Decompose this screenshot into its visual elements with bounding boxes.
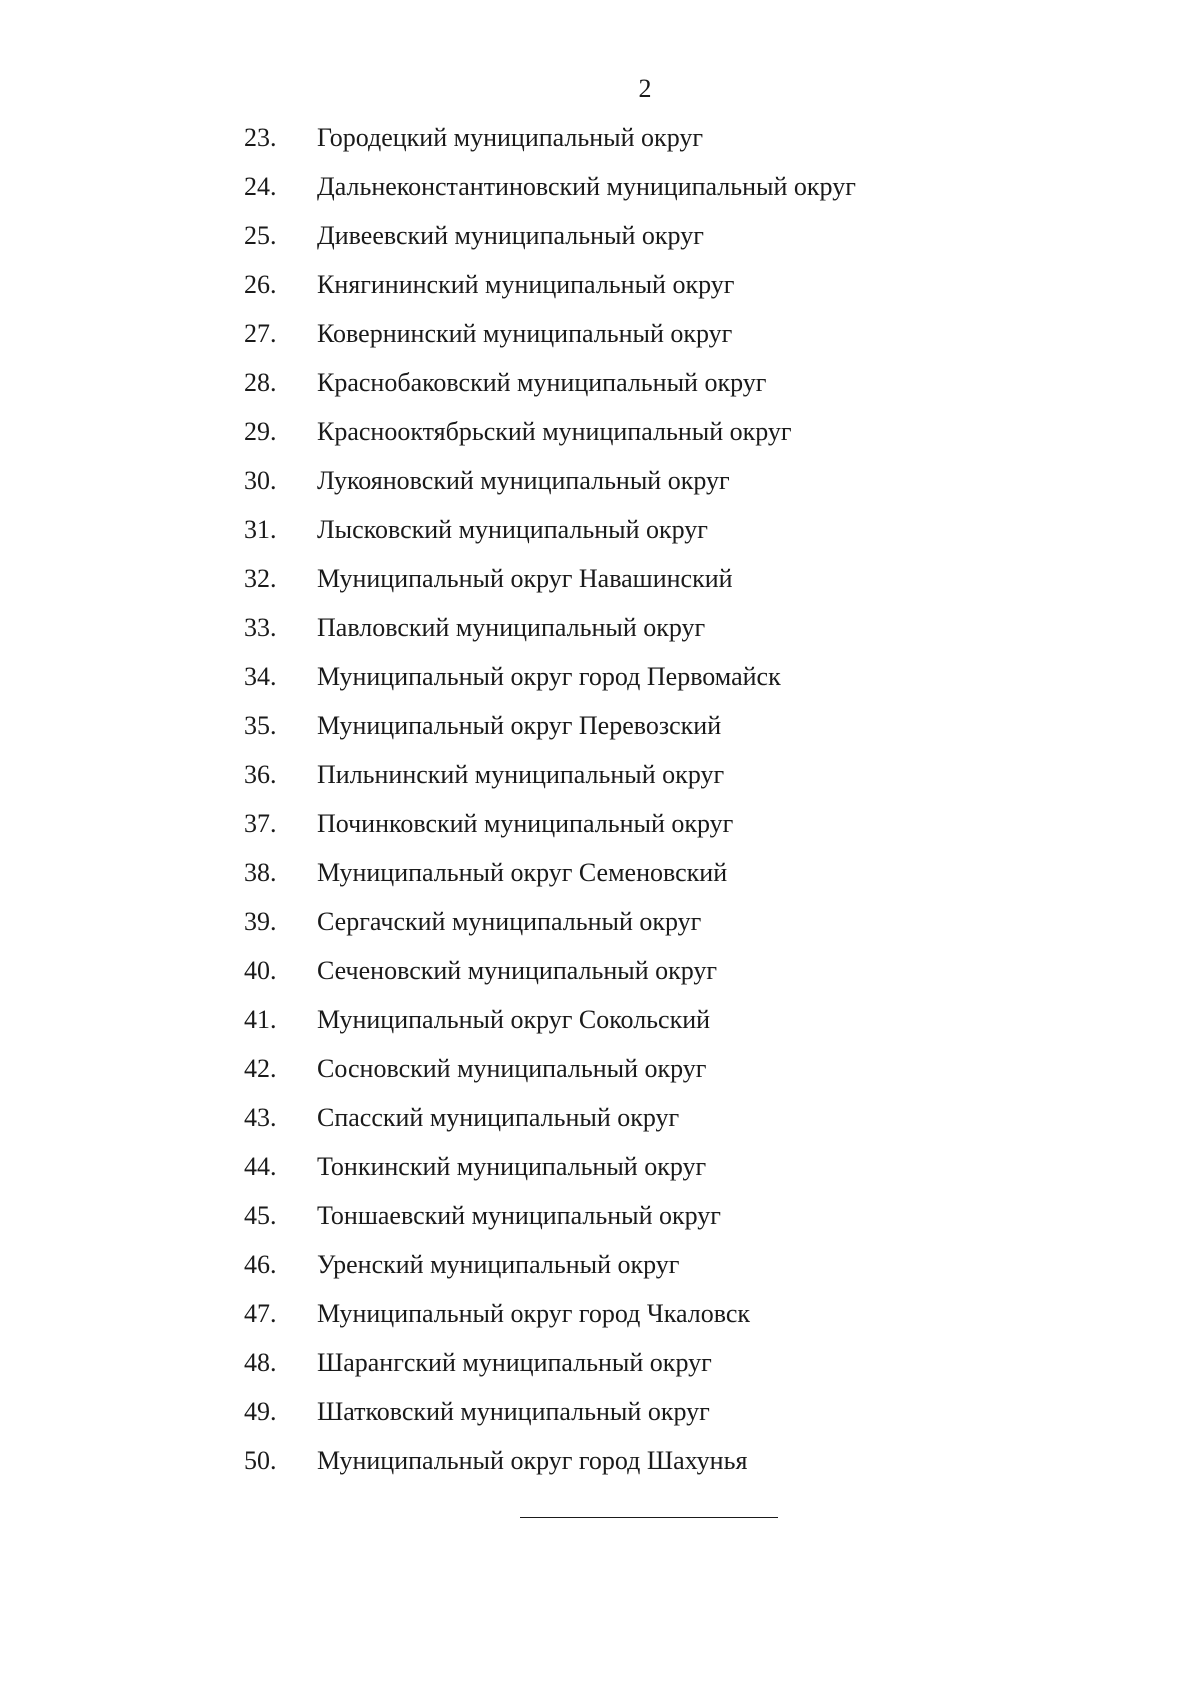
item-text: Муниципальный округ Перевозский	[317, 711, 722, 740]
item-number: 36.	[244, 760, 277, 789]
item-number: 50.	[244, 1446, 277, 1475]
item-number: 46.	[244, 1250, 277, 1279]
item-text: Муниципальный округ город Первомайск	[317, 662, 781, 691]
list-item	[244, 1338, 856, 1387]
list-item	[244, 652, 856, 701]
item-text: Шарангский муниципальный округ	[317, 1348, 712, 1377]
list-item	[244, 603, 856, 652]
item-number: 34.	[244, 662, 277, 691]
list-item	[244, 1240, 856, 1289]
item-text: Муниципальный округ Сокольский	[317, 1005, 711, 1034]
item-text: Сосновский муниципальный округ	[317, 1054, 707, 1083]
list-item	[244, 1289, 856, 1338]
item-text: Лысковский муниципальный округ	[317, 515, 708, 544]
end-divider-line	[520, 1517, 778, 1518]
item-number: 39.	[244, 907, 277, 936]
list-item	[244, 1387, 856, 1436]
item-number: 35.	[244, 711, 277, 740]
list-item	[244, 701, 856, 750]
item-number: 49.	[244, 1397, 277, 1426]
item-number: 44.	[244, 1152, 277, 1181]
item-number: 26.	[244, 270, 277, 299]
item-number: 48.	[244, 1348, 277, 1377]
list-item	[244, 848, 856, 897]
item-text: Муниципальный округ город Шахунья	[317, 1446, 748, 1475]
item-number: 40.	[244, 956, 277, 985]
item-text: Сергачский муниципальный округ	[317, 907, 702, 936]
item-number: 37.	[244, 809, 277, 838]
item-number: 31.	[244, 515, 277, 544]
list-item	[244, 1044, 856, 1093]
item-number: 41.	[244, 1005, 277, 1034]
list-item	[244, 407, 856, 456]
item-text: Дивеевский муниципальный округ	[317, 221, 704, 250]
item-text: Дальнеконстантиновский муниципальный округ	[317, 172, 856, 201]
list-item	[244, 897, 856, 946]
item-number: 32.	[244, 564, 277, 593]
list-item	[244, 554, 856, 603]
item-number: 43.	[244, 1103, 277, 1132]
item-number: 23.	[244, 123, 277, 152]
list-item	[244, 456, 856, 505]
list-item	[244, 799, 856, 848]
list-item	[244, 113, 856, 162]
list-item	[244, 162, 856, 211]
item-text: Краснобаковский муниципальный округ	[317, 368, 767, 397]
item-text: Починковский муниципальный округ	[317, 809, 734, 838]
item-text: Муниципальный округ Семеновский	[317, 858, 728, 887]
item-text: Лукояновский муниципальный округ	[317, 466, 730, 495]
list-item	[244, 995, 856, 1044]
item-text: Княгининский муниципальный округ	[317, 270, 735, 299]
item-text: Муниципальный округ город Чкаловск	[317, 1299, 751, 1328]
list-item	[244, 946, 856, 995]
list-item	[244, 750, 856, 799]
list-item	[244, 1191, 856, 1240]
item-text: Уренский муниципальный округ	[317, 1250, 680, 1279]
item-number: 30.	[244, 466, 277, 495]
list-item	[244, 1142, 856, 1191]
item-text: Сеченовский муниципальный округ	[317, 956, 718, 985]
item-number: 27.	[244, 319, 277, 348]
list-item	[244, 358, 856, 407]
list-item	[244, 505, 856, 554]
list-item	[244, 1093, 856, 1142]
item-text: Спасский муниципальный округ	[317, 1103, 680, 1132]
item-number: 38.	[244, 858, 277, 887]
municipal-district-list	[244, 113, 856, 1485]
item-number: 42.	[244, 1054, 277, 1083]
item-number: 28.	[244, 368, 277, 397]
item-text: Краснооктябрьский муниципальный округ	[317, 417, 792, 446]
item-text: Павловский муниципальный округ	[317, 613, 706, 642]
item-number: 24.	[244, 172, 277, 201]
item-number: 33.	[244, 613, 277, 642]
item-text: Пильнинский муниципальный округ	[317, 760, 725, 789]
list-item	[244, 260, 856, 309]
item-text: Тоншаевский муниципальный округ	[317, 1201, 721, 1230]
list-item	[244, 211, 856, 260]
page-number: 2	[638, 74, 652, 103]
list-item	[244, 1436, 856, 1485]
item-text: Муниципальный округ Навашинский	[317, 564, 733, 593]
item-text: Ковернинский муниципальный округ	[317, 319, 733, 348]
item-text: Городецкий муниципальный округ	[317, 123, 704, 152]
list-item	[244, 309, 856, 358]
item-text: Шатковский муниципальный округ	[317, 1397, 710, 1426]
item-number: 47.	[244, 1299, 277, 1328]
item-text: Тонкинский муниципальный округ	[317, 1152, 707, 1181]
item-number: 45.	[244, 1201, 277, 1230]
item-number: 29.	[244, 417, 277, 446]
item-number: 25.	[244, 221, 277, 250]
